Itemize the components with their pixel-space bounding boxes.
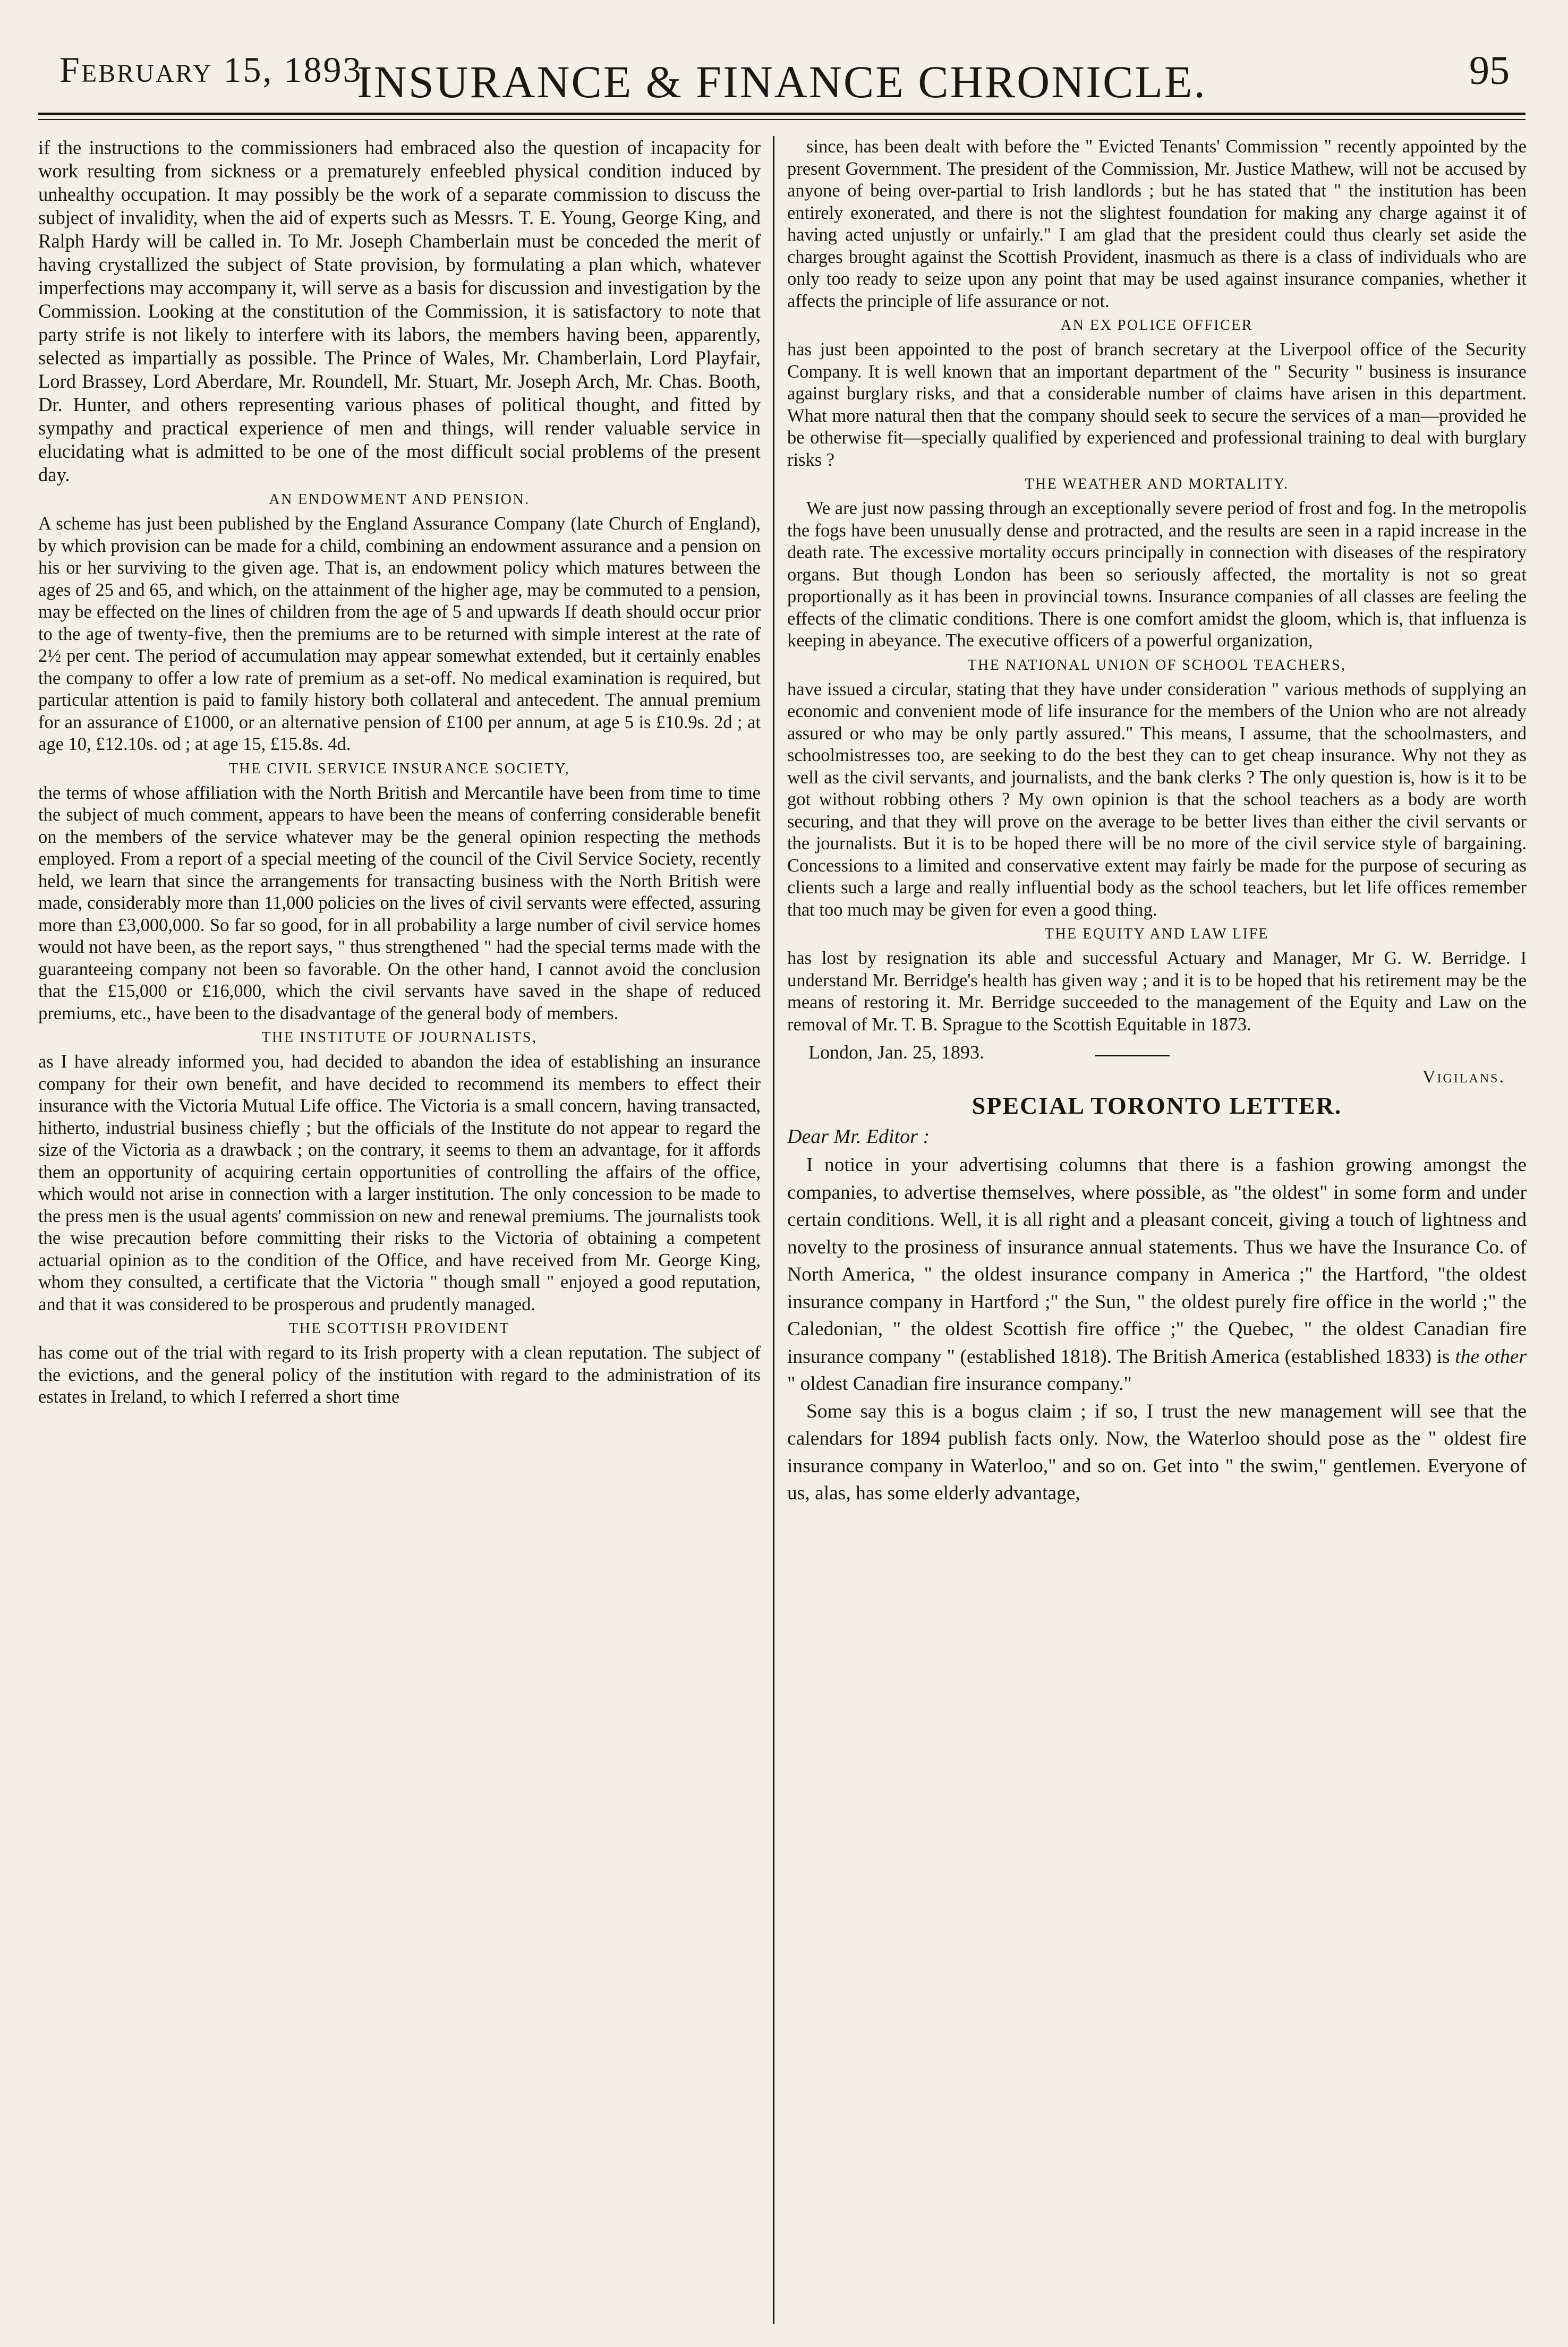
toronto-paragraph-1 <box>787 1151 1527 1398</box>
letter-dateline <box>787 1041 1527 1066</box>
section-heading-police-officer: AN EX POLICE OFFICER <box>1061 317 1253 334</box>
journalists-paragraph: as I have already informed you, had decided to abandon the idea of establishing an insurance company for their own benefit, and have decided to recommend its members to effect their insurance with the Victoria Mutual Life office. The Victoria is a small concern, having transacted, hitherto, industrial business chiefly ; but the officials of the Institute do not appear to regard the size of the Victoria as a drawback ; on the contrary, it seems to them an advantage, for it affords them an opportunity of acquiring certain opportunities of controlling the affairs of the office, which would not arise in connection with a larger institution. The only concession to be made to the press men is the usual agents' commission on new and renewal premiums. The journalists took the wise precaution before committing their risks to the Victoria of obtaining a competent actuarial opinion as to the condition of the Office, and have received from Mr. George King, whom they consulted, a certificate that the Victoria " though small " enjoyed a good reputation, and that it was considered to be prosperous and prudently managed. <box>38 1052 761 1315</box>
section-heading-school-teachers: THE NATIONAL UNION OF SCHOOL TEACHERS, <box>967 656 1347 673</box>
column-divider <box>773 136 774 2324</box>
right-column <box>787 136 1527 2329</box>
section-heading-scottish-provident: THE SCOTTISH PROVIDENT <box>289 1320 510 1337</box>
toronto-paragraph-2: Some say this is a bogus claim ; if so, I trust the new management will see that the calendars for 1894 publish facts only. Now, the Waterloo should pose as the " oldest fire insurance company in Waterloo," and so on. Get into " the swim," gentlemen. Everyone of us, alas, has some elderly advantage, <box>787 1400 1527 1504</box>
weather-paragraph: We are just now passing through an exceptionally severe period of frost and fog. In the metropolis the fogs have been unusually dense and protracted, and the results are seen in a rapid increase in the death rate. The excessive mortality occurs principally in connection with diseases of the respiratory organs. But though London has been so seriously affected, the mortality is not so great proportionally as it has been in provincial towns. Insurance companies of all classes are feeling the effects of the climatic conditions. There is one comfort amidst the gloom, which is, that influenza is keeping in abeyance. The executive officers of a powerful organization, <box>787 498 1527 651</box>
scottish-continuation-paragraph: since, has been dealt with before the " Evicted Tenants' Commission " recently appointed by the present Government. The president of the Commission, Mr. Justice Mathew, will not be accused by anyone of being over-partial to Irish landlords ; but he has stated that " the institution has been entirely exonerated, and there is not the slightest foundation for making any charge against it of having acted unjustly or unfairly." I am glad that the president could thus clearly set aside the charges brought against the Scottish Provident, inasmuch as there is a class of individuals who are only too ready to seize upon any point that may be used against insurance companies, whether it affects the principle of life assurance or not. <box>787 136 1527 311</box>
section-heading-weather: THE WEATHER AND MORTALITY. <box>1025 476 1289 492</box>
toronto-p1-emphasis: the other <box>1455 1345 1527 1368</box>
scottish-provident-paragraph: has come out of the trial with regard to its Irish property with a clean reputation. The subject of the evictions, and the general policy of the institution with regard to the administration of its estates in Ireland, to which I referred a short time <box>38 1343 761 1407</box>
page-number: 95 <box>1469 48 1510 93</box>
article-intro-paragraph: if the instructions to the commissioners had embraced also the question of incapacity for work resulting from sickness or a prematurely enfeebled physical condition induced by unhealthy occupation. It may possibly be the work of a separate commission to discuss the subject of invalidity, when the aid of experts such as Messrs. T. E. Young, George King, and Ralph Hardy will be called in. To Mr. Joseph Chamberlain must be conceded the merit of having crystallized the subject of State provision, by formulating a plan which, whatever imperfections may accompany it, will serve as a basis for discussion and investigation by the Commission. Looking at the constitution of the Commission, it is satisfactory to note that party strife is not likely to interfere with its labors, the members having been, apparently, selected as impartially as possible. The Prince of Wales, Mr. Chamberlain, Lord Playfair, Lord Brassey, Lord Aberdare, Mr. Roundell, Mr. Stuart, Mr. Joseph Arch, Mr. Chas. Booth, Dr. Hunter, and others representing various phases of political thought, and fitted by sympathy and practical experience of men and things, will render valuable service in elucidating what is admitted to be one of the most difficult social problems of the present day. <box>38 136 761 485</box>
section-heading-endowment: AN ENDOWMENT AND PENSION. <box>269 491 530 508</box>
section-heading-equity-law: THE EQUITY AND LAW LIFE <box>1044 926 1269 942</box>
letter-signature: Vigilans. <box>1422 1067 1505 1087</box>
publication-title: INSURANCE & FINANCE CHRONICLE. <box>357 56 1207 107</box>
issue-date: February 15, 1893 <box>59 49 363 90</box>
header-rule-thin <box>38 119 1526 120</box>
toronto-p1-text: I notice in your advertising columns that there is a fashion growing amongst the companies, to advertise themselves, where possible, as "the oldest" in some form and under certain conditions. Well, it is all right and a pleasant conceit, giving a touch of lightness and novelty to the prosiness of insurance annual statements. Thus we have the Insurance Co. of North America, " the oldest insurance company in America ;" the Hartford, "the oldest insurance company in Hartford ;" the Sun, " the oldest purely fire office in the world ;" the Caledonian, " the oldest Scottish fire office ;" the Quebec, " the oldest Canadian fire insurance company " (established 1818). The British America (established 1833) is <box>787 1154 1527 1368</box>
civil-service-paragraph: the terms of whose affiliation with the North British and Mercantile have been from time to time the subject of much comment, appears to have been the means of conferring considerable benefit on the members of the service whatever may be the general opinion respecting the methods employed. From a report of a special meeting of the council of the Civil Service Society, recently held, we learn that since the arrangements for transacting business with the North British were made, considerably more than 11,000 policies on the lives of civil servants were effected, assuring more than £3,000,000. So far so good, for in all probability a large number of civil service homes would not have been, as the report says, " thus strengthened " had the special terms made with the guaranteeing company not been so favorable. On the other hand, I cannot avoid the conclusion that the £15,000 or £16,000, which the civil servants have saved in the shape of reduced premiums, etc., have been to the disadvantage of the general body of members. <box>38 782 761 1023</box>
police-officer-paragraph: has just been appointed to the post of branch secretary at the Liverpool office of the Security Company. It is well known that an important department of the " Security " business is insurance against burglary risks, and that a considerable number of claims have arisen in this department. What more natural then that the company should seek to secure the services of a man—provided he be otherwise fit—specially qualified by experienced and professional training to deal with burglary risks ? <box>787 339 1527 470</box>
school-teachers-paragraph: have issued a circular, stating that they have under consideration " various methods of supplying an economic and convenient mode of life insurance for the members of the Union who are not already assured or who may be only partly assured." This means, I assume, that the schoolmasters, and schoolmistresses too, are seeking to do the best they can to get cheap insurance. Why not they as well as the civil servants, and journalists, and the bank clerks ? The only question is, how is it to be got without robbing others ? My own opinion is that the school teachers as a body are worth securing, and that they will prove on the average to be better lives than either the civil servants or the journalists. But it is to be hoped there will be no more of the civil service style of bargaining. Concessions to a limited and conservative extent may fairly be made for the purpose of securing as clients such a large and really influential body as the school teachers, but let life offices remember that too much may be given for even a good thing. <box>787 679 1527 920</box>
section-heading-civil-service: THE CIVIL SERVICE INSURANCE SOCIETY, <box>228 760 570 777</box>
toronto-letter-heading: SPECIAL TORONTO LETTER. <box>972 1092 1342 1119</box>
dateline-text: London, Jan. 25, 1893. <box>808 1042 984 1063</box>
page-header <box>38 34 1526 130</box>
toronto-p1-end: " oldest Canadian fire insurance company." <box>787 1373 1132 1395</box>
equity-law-paragraph: has lost by resignation its able and successful Actuary and Manager, Mr G. W. Berridge. I understand Mr. Berridge's health has given way ; and it is to be hoped that his retirement may be the means of restoring it. Mr. Berridge succeeded to the management of the Equity and Law on the removal of Mr. T. B. Sprague to the Scottish Equitable in 1873. <box>787 948 1527 1035</box>
section-heading-journalists: THE INSTITUTE OF JOURNALISTS, <box>261 1029 538 1046</box>
endowment-paragraph: A scheme has just been published by the England Assurance Company (late Church of England), by which provision can be made for a child, combining an endowment assurance and a pension on his or her surviving to the given age. That is, an endowment policy which matures between the ages of 25 and 65, and which, on the attainment of the higher age, may be commuted to a pension, may be effected on the lines of children from the age of 5 and upwards If death should occur prior to the age of twenty-five, then the premiums are to be returned with simple interest at the rate of 2½ per cent. The period of accumulation may appear somewhat extended, but it certainly enables the company to offer a low rate of premium as a set-off. No medical examination is required, but particular attention is paid to family history both collateral and antecedent. The annual premium for an assurance of £1000, or an alternative pension of £100 per annum, at age 5 is £10.9s. 2d ; at age 10, £12.10s. od ; at age 15, £15.8s. 4d. <box>38 514 761 754</box>
dateline-rule <box>1095 1055 1170 1056</box>
left-column <box>38 136 761 2329</box>
letter-salutation: Dear Mr. Editor : <box>787 1125 930 1148</box>
header-rule-thick <box>38 113 1526 115</box>
toronto-letter <box>787 1124 1527 1507</box>
